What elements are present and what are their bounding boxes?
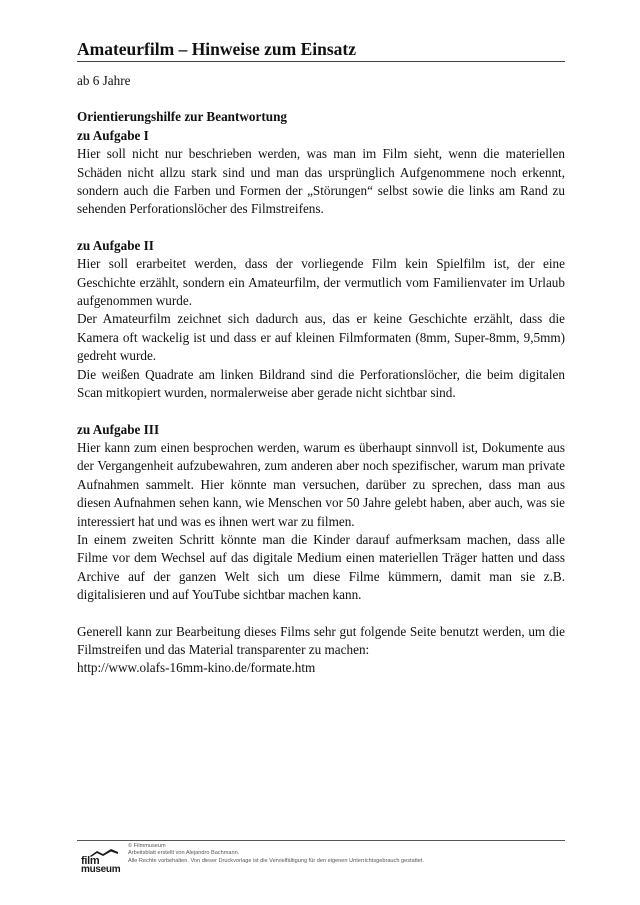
task-3-paragraph-1: Hier kann zum einen besprochen werden, warum es überhaupt sinnvoll ist, Dokumente aus der Vergangenheit aufzubewahren, zum anderen aber noch spezifischer, warum man private Aufnahmen sammelt. Hier könnte man versuchen, darüber zu sprechen, dass man aus diesen Aufnahmen sehen kann, wie Menschen vor 50 Jahre gelebt haben, aber auch, was sie interessiert hat und was es ihnen wert war zu filmen. [77, 439, 565, 529]
task-3-title: zu Aufgabe III [77, 421, 160, 437]
footer-author: Arbeitsblatt erstellt von Alejandro Bachmann. [128, 850, 240, 857]
task-3-paragraph-2: In einem zweiten Schritt könnte man die Kinder darauf aufmerksam machen, dass alle Filme vor dem Wechsel auf das digitale Medium einen materiellen Träger hatten und dass Archive auf der ganzen Welt sich um diese Filme kümmern, damit man sie z.B. digitalisieren und auf YouTube sichtbar machen kann. [77, 531, 565, 603]
footer-divider [77, 840, 565, 841]
page-header [77, 38, 565, 60]
header-divider [77, 61, 565, 62]
task-2-paragraph-2: Der Amateurfilm zeichnet sich dadurch aus, das er keine Geschichte erzählt, dass die Kamera oft wackelig ist und dass er auf kleinen Filmformaten (8mm, Super-8mm, 9,5mm) gedreht wurde. [77, 311, 565, 364]
task-2-title: zu Aufgabe II [77, 237, 154, 253]
reference-link[interactable]: http://www.olafs-16mm-kino.de/formate.htm [77, 660, 316, 676]
logo-word-museum: museum [81, 864, 121, 875]
footer-rights: Alle Rechte vorbehalten. Von dieser Druckvorlage ist die Vervielfältigung für den eigenen Unterrichtsgebrauch gestattet. [128, 857, 425, 864]
page-title: Amateurfilm – Hinweise zum Einsatz [77, 39, 356, 59]
logo-word-film: film [81, 855, 100, 867]
age-recommendation: ab 6 Jahre [77, 73, 131, 88]
filmmuseum-logo [80, 846, 124, 876]
task-2-paragraph-1: Hier soll erarbeitet werden, dass der vorliegende Film kein Spielfilm ist, der eine Geschichte erzählt, sondern ein Amateurfilm, der vermutlich vom Familienvater im Urlaub aufgenommen wurde. [77, 256, 565, 309]
task-2-paragraph-3: Die weißen Quadrate am linken Bildrand sind die Perforationslöcher, die beim digitalen Scan mitkopiert wurden, normalerweise aber gerade nicht sichtbar sind. [77, 366, 565, 401]
task-1-paragraph: Hier soll nicht nur beschrieben werden, was man im Film sieht, wenn die materiellen Schäden nicht allzu stark sind und man das ursprünglich Aufgenommene noch erkennt, sondern auch die Farben und Formen der „Störungen“ selbst sowie die links am Rand zu sehenden Perforationslöcher des Filmstreifens. [77, 146, 565, 217]
task-1-title: zu Aufgabe I [77, 127, 149, 143]
closing-paragraph: Generell kann zur Bearbeitung dieses Films sehr gut folgende Seite benutzt werden, um die Filmstreifen und das Material transparenter zu machen: [77, 623, 565, 657]
section-heading: Orientierungshilfe zur Beantwortung [77, 109, 288, 125]
document-body [77, 72, 565, 678]
footer-credits [128, 843, 568, 865]
footer-copyright: © Filmmuseum [128, 843, 166, 849]
